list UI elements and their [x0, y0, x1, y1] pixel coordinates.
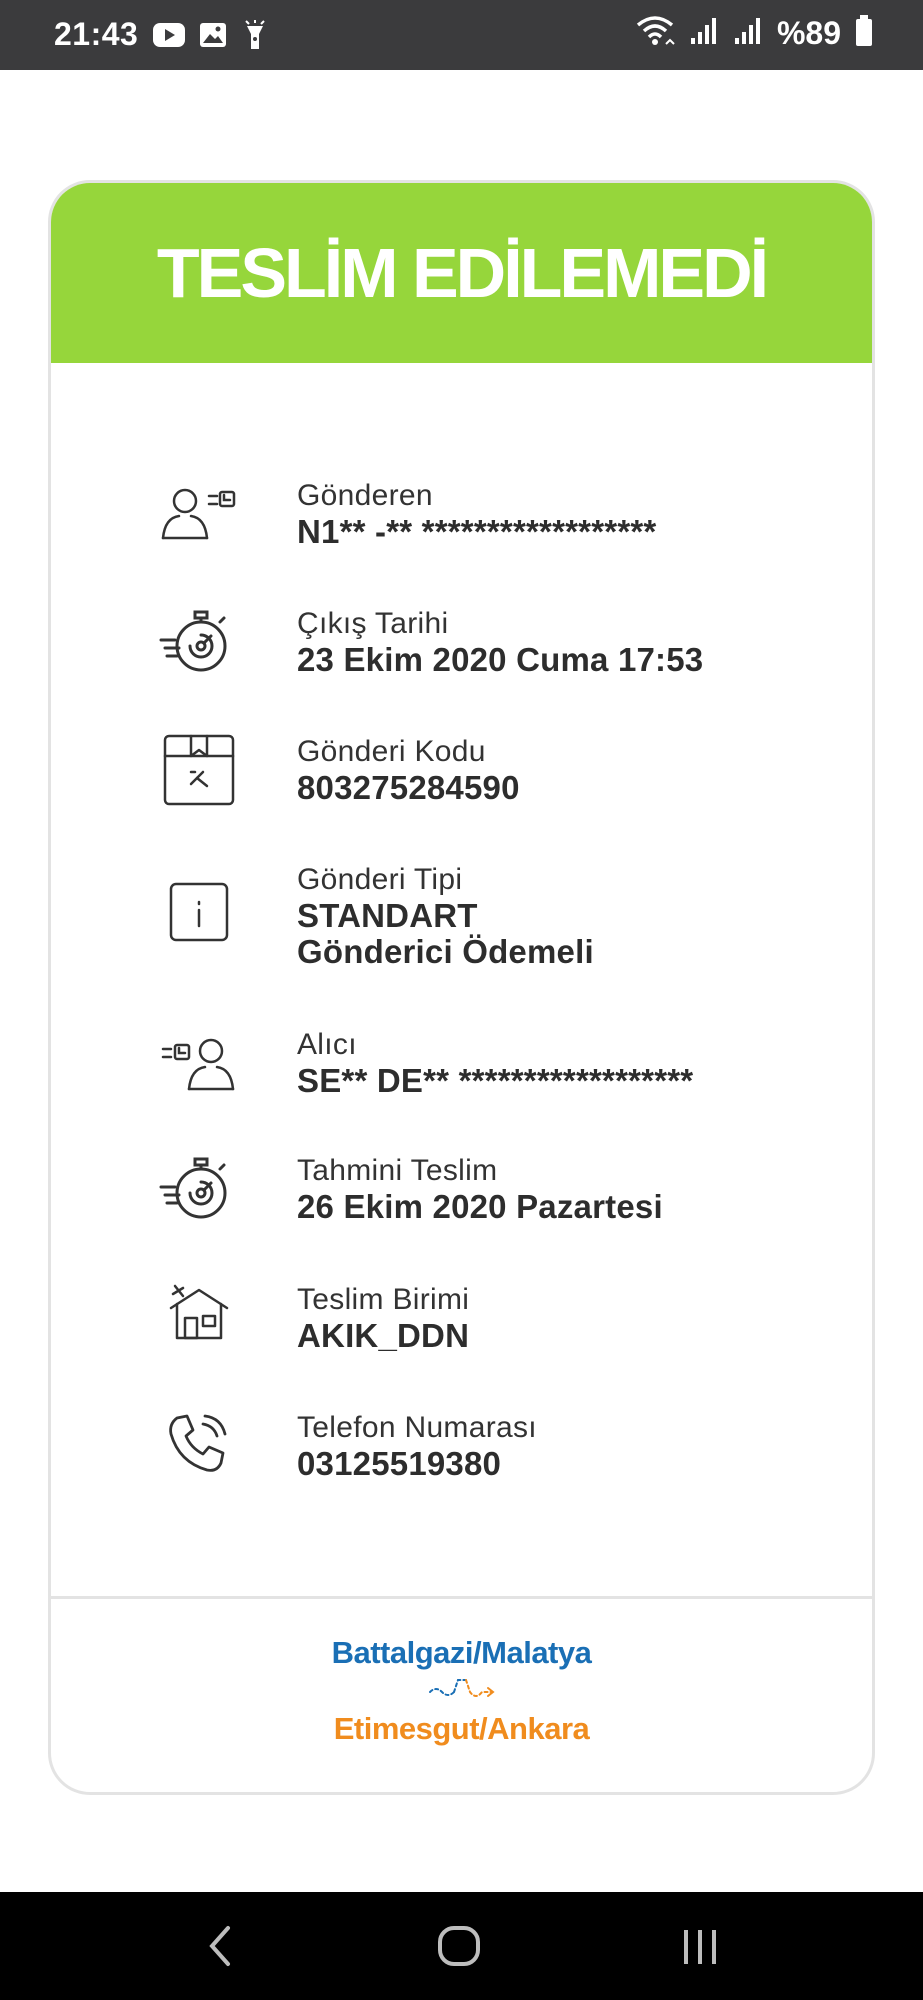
- shipment-type-label: Gönderi Tipi: [297, 863, 463, 896]
- info-icon: [157, 872, 239, 954]
- branch-icon: [157, 1274, 239, 1356]
- route-arrow-icon: [51, 1671, 872, 1711]
- sender-value: N1** -** ******************: [297, 513, 657, 550]
- shipment-type-value: STANDART: [297, 897, 478, 934]
- departure-label: Çıkış Tarihi: [297, 607, 449, 640]
- battery-percent: %89: [776, 15, 841, 51]
- tracking-code-label: Gönderi Kodu: [297, 735, 486, 768]
- status-bar: [0, 0, 923, 70]
- sender-label: Gönderen: [297, 479, 433, 512]
- estimated-delivery-value: 26 Ekim 2020 Pazartesi: [297, 1188, 663, 1225]
- sender-icon: [157, 474, 239, 556]
- shipment-card: [48, 180, 875, 1795]
- stopwatch-icon: [157, 600, 239, 682]
- route-section: [51, 1635, 872, 1747]
- package-icon: [157, 726, 239, 808]
- signal-icon: [689, 16, 719, 51]
- recipient-icon: [157, 1021, 239, 1103]
- route-destination: Etimesgut/Ankara: [333, 1711, 590, 1746]
- home-icon[interactable]: [436, 1922, 484, 1975]
- stopwatch-icon: [157, 1147, 239, 1229]
- status-time: 21:43: [54, 16, 139, 52]
- phone-icon[interactable]: [157, 1402, 239, 1484]
- status-title: TESLİM EDİLEMEDİ: [156, 234, 767, 312]
- status-header: [51, 183, 872, 363]
- route-origin: Battalgazi/Malatya: [331, 1635, 592, 1670]
- estimated-delivery-label: Tahmini Teslim: [297, 1154, 498, 1187]
- recipient-label: Alıcı: [297, 1028, 357, 1061]
- signal-icon: [733, 16, 763, 51]
- phone-label: Telefon Numarası: [297, 1411, 537, 1444]
- payment-type-value: Gönderici Ödemeli: [297, 933, 594, 970]
- recipient-value: SE** DE** ******************: [297, 1062, 694, 1099]
- tracking-code-value: 803275284590: [297, 769, 520, 806]
- gallery-icon: [198, 20, 228, 55]
- departure-value: 23 Ekim 2020 Cuma 17:53: [297, 641, 704, 678]
- wifi-icon: [635, 14, 675, 53]
- back-icon[interactable]: [200, 1922, 240, 1975]
- delivery-branch-value: AKIK_DDN: [297, 1317, 470, 1354]
- phone-value[interactable]: 03125519380: [297, 1445, 502, 1482]
- battery-icon: [855, 15, 873, 52]
- delivery-branch-label: Teslim Birimi: [297, 1283, 470, 1316]
- youtube-icon: [152, 20, 186, 55]
- recents-icon[interactable]: [678, 1922, 724, 1975]
- flashlight-icon: [242, 20, 268, 57]
- navigation-bar: [0, 1892, 923, 2000]
- card-divider: [51, 1596, 872, 1599]
